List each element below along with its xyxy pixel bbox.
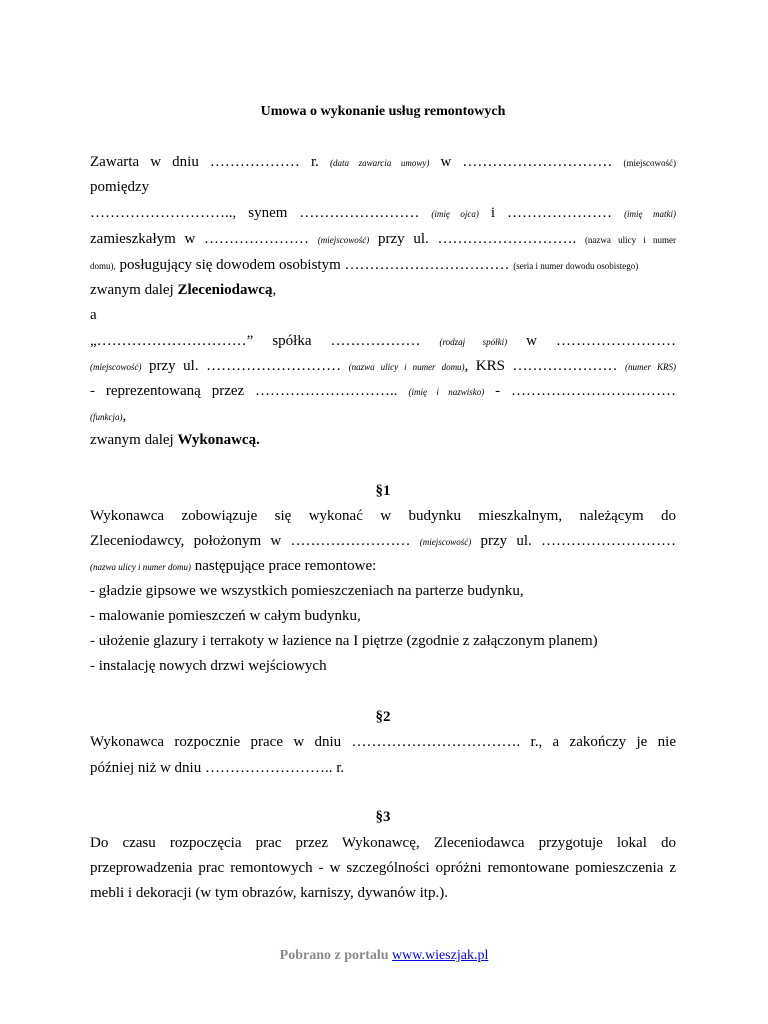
hint: (imię matki) (624, 209, 677, 219)
document-title: Umowa o wykonanie usług remontowych (260, 104, 506, 119)
section-1-line-2 (90, 533, 676, 551)
text: i ………………… (490, 205, 613, 221)
hint: (data zawarcia umowy) (330, 158, 430, 168)
text: zamieszkałym w ………………… (90, 231, 310, 247)
intro-line-6 (90, 282, 676, 299)
text: , (272, 282, 277, 298)
text: przy ul. ……………………… (480, 533, 677, 549)
list-item: - malowanie pomieszczeń w całym budynku, (90, 608, 361, 624)
list-item: - ułożenie glazury i terrakoty w łazience na I piętrze (zgodnie z załączonym planem) (90, 633, 598, 649)
intro-line-2: pomiędzy (90, 179, 150, 195)
section-1-line-1: Wykonawca zobowiązuje się wykonać w budynku mieszkalnym, należącym do (90, 508, 676, 524)
hint: (imię ojca) (431, 209, 479, 219)
section-2-line-1: Wykonawca rozpocznie prace w dniu ……………………………. r., a zakończy je nie (90, 734, 676, 750)
section-1-heading: §1 (375, 483, 391, 499)
section-1-line-3 (90, 558, 676, 576)
footer-text: Pobrano z portalu (279, 948, 389, 963)
text: , KRS ………………… (464, 358, 618, 374)
hint: (miejscowość) (90, 362, 142, 372)
intro-line-7: a (90, 307, 97, 323)
hint: domu), (90, 261, 116, 271)
hint: (miejscowość) (623, 158, 676, 168)
section-2-line-2: później niż w dniu …………………….. r. (90, 760, 345, 776)
text: w …………………… (526, 333, 676, 349)
footer (0, 948, 768, 964)
intro-line-8 (90, 333, 676, 351)
party-name: Zleceniodawcą (177, 282, 273, 298)
section-3-line-1: Do czasu rozpoczęcia prac przez Wykonawcę, Zleceniodawca przygotuje lokal do (90, 835, 676, 851)
text: posługujący się dowodem osobistym …………………………… (119, 257, 510, 273)
intro-line-5 (90, 257, 676, 275)
intro-line-11 (90, 408, 676, 426)
hint: (miejscowość) (317, 235, 370, 245)
text: zwanym dalej (90, 282, 174, 298)
hint: (funkcja) (90, 412, 123, 422)
intro-line-4 (90, 231, 676, 249)
intro-line-3 (90, 205, 676, 223)
list-item: - instalację nowych drzwi wejściowych (90, 658, 327, 674)
intro-line-9 (90, 358, 676, 376)
text: Zawarta w dniu ……………… r. (90, 154, 319, 170)
text: w ………………………… (440, 154, 613, 170)
hint: (nazwa ulicy i numer domu) (348, 362, 465, 372)
text: ……………………….., synem …………………… (90, 205, 420, 221)
section-2-heading: §2 (375, 709, 391, 725)
text: przy ul. ……………………… (149, 358, 342, 374)
intro-line-10 (90, 383, 676, 401)
hint: (rodzaj spółki) (439, 337, 508, 347)
text: następujące prace remontowe: (194, 558, 377, 574)
text: „…………………………” spółka ……………… (90, 333, 421, 349)
text: przy ul. ………………………. (377, 231, 577, 247)
text: , (122, 408, 127, 424)
footer-link[interactable]: www.wieszjak.pl (392, 948, 489, 963)
hint: (miejscowość) (419, 537, 472, 547)
intro-line-12 (90, 432, 676, 449)
section-3-heading: §3 (375, 809, 391, 825)
section-3-line-2: przeprowadzenia prac remontowych - w szczególności opróżni remontowane pomieszczenia z (90, 860, 676, 876)
list-item: - gładzie gipsowe we wszystkich pomieszczeniach na parterze budynku, (90, 583, 524, 599)
intro-line-1 (90, 154, 676, 172)
text: - …………………………… (495, 383, 677, 399)
hint: (nazwa ulicy i numer (584, 235, 677, 245)
text: Zleceniodawcy, położonym w …………………… (90, 533, 411, 549)
party-name: Wykonawcą. (177, 432, 260, 448)
text: - reprezentowaną przez ……………………….. (90, 383, 398, 399)
hint: (numer KRS) (625, 362, 676, 372)
text: zwanym dalej (90, 432, 174, 448)
hint: (imię i nazwisko) (408, 387, 485, 397)
hint: (nazwa ulicy i numer domu) (90, 562, 191, 572)
section-3-line-3: mebli i dekoracji (w tym obrazów, karniszy, dywanów itp.). (90, 885, 448, 901)
hint: (seria i numer dowodu osobistego) (513, 261, 639, 271)
